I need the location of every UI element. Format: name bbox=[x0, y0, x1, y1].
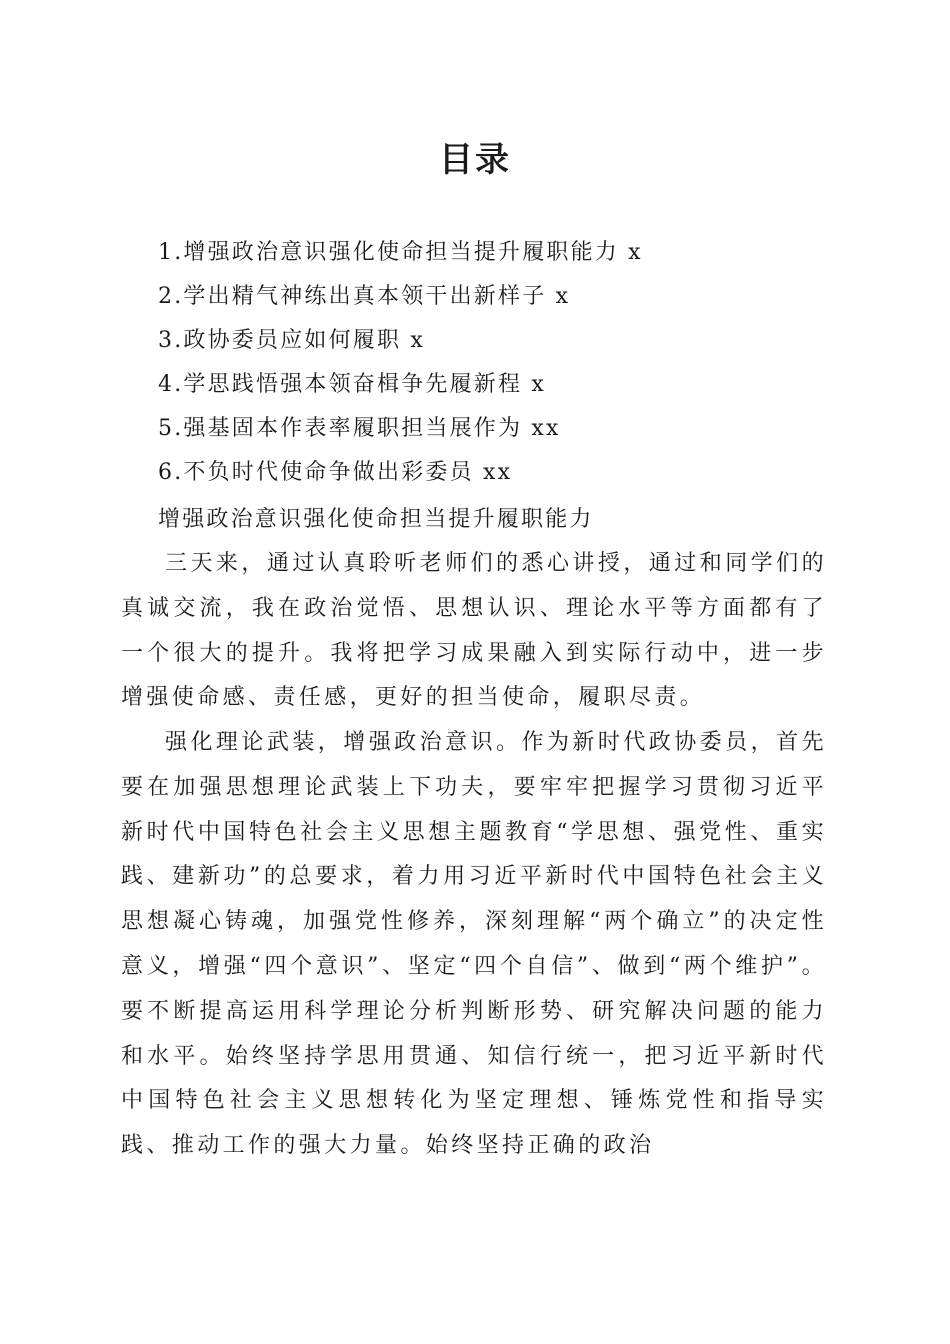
toc-item-text: 不负时代使命争做出彩委员 xx bbox=[183, 460, 513, 485]
toc-item-text: 强基固本作表率履职担当展作为 xx bbox=[183, 416, 561, 441]
body-paragraph: 三天来，通过认真聆听老师们的悉心讲授，通过和同学们的真诚交流，我在政治觉悟、思想认识、理论水平等方面都有了一个很大的提升。我将把学习成果融入到实际行动中，进一步增强使命感、责任感，更好的担当使命，履职尽责。 bbox=[121, 551, 827, 711]
toc-item-text: 增强政治意识强化使命担当提升履职能力 x bbox=[183, 240, 643, 265]
toc-item-text: 学出精气神练出真本领干出新样子 x bbox=[183, 284, 571, 309]
toc-item-text: 政协委员应如何履职 x bbox=[183, 328, 425, 353]
toc-item bbox=[158, 275, 643, 319]
toc-item-number: 3. bbox=[158, 328, 184, 353]
table-of-contents bbox=[158, 231, 643, 495]
toc-item bbox=[158, 231, 643, 275]
toc-item-number: 1. bbox=[158, 240, 184, 265]
toc-item bbox=[158, 407, 643, 451]
toc-item-number: 6. bbox=[158, 460, 184, 485]
toc-item-number: 4. bbox=[158, 372, 184, 397]
toc-item bbox=[158, 451, 643, 495]
page-title: 目录 bbox=[439, 140, 511, 180]
toc-item-number: 2. bbox=[158, 284, 184, 309]
toc-item-text: 学思践悟强本领奋楫争先履新程 x bbox=[183, 372, 546, 397]
toc-item-number: 5. bbox=[158, 416, 184, 441]
section-heading: 增强政治意识强化使命担当提升履职能力 bbox=[158, 507, 594, 532]
body-paragraph: 强化理论武装，增强政治意识。作为新时代政协委员，首先要在加强思想理论武装上下功夫，要牢牢把握学习贯彻习近平新时代中国特色社会主义思想主题教育“学思想、强党性、重实践、建新功”的总要求，着力用习近平新时代中国特色社会主义思想凝心铸魂，加强党性修养，深刻理解“两个确立”的决定性意义，增强“四个意识”、坚定“四个自信”、做到“两个维护”。要不断提高运用科学理论分析判断形势、研究解决问题的能力和水平。始终坚持学思用贯通、知信行统一，把习近平新时代中国特色社会主义思想转化为坚定理想、锤炼党性和指导实践、推动工作的强大力量。始终坚持正确的政治 bbox=[121, 730, 827, 1159]
toc-item bbox=[158, 319, 643, 363]
toc-item bbox=[158, 363, 643, 407]
